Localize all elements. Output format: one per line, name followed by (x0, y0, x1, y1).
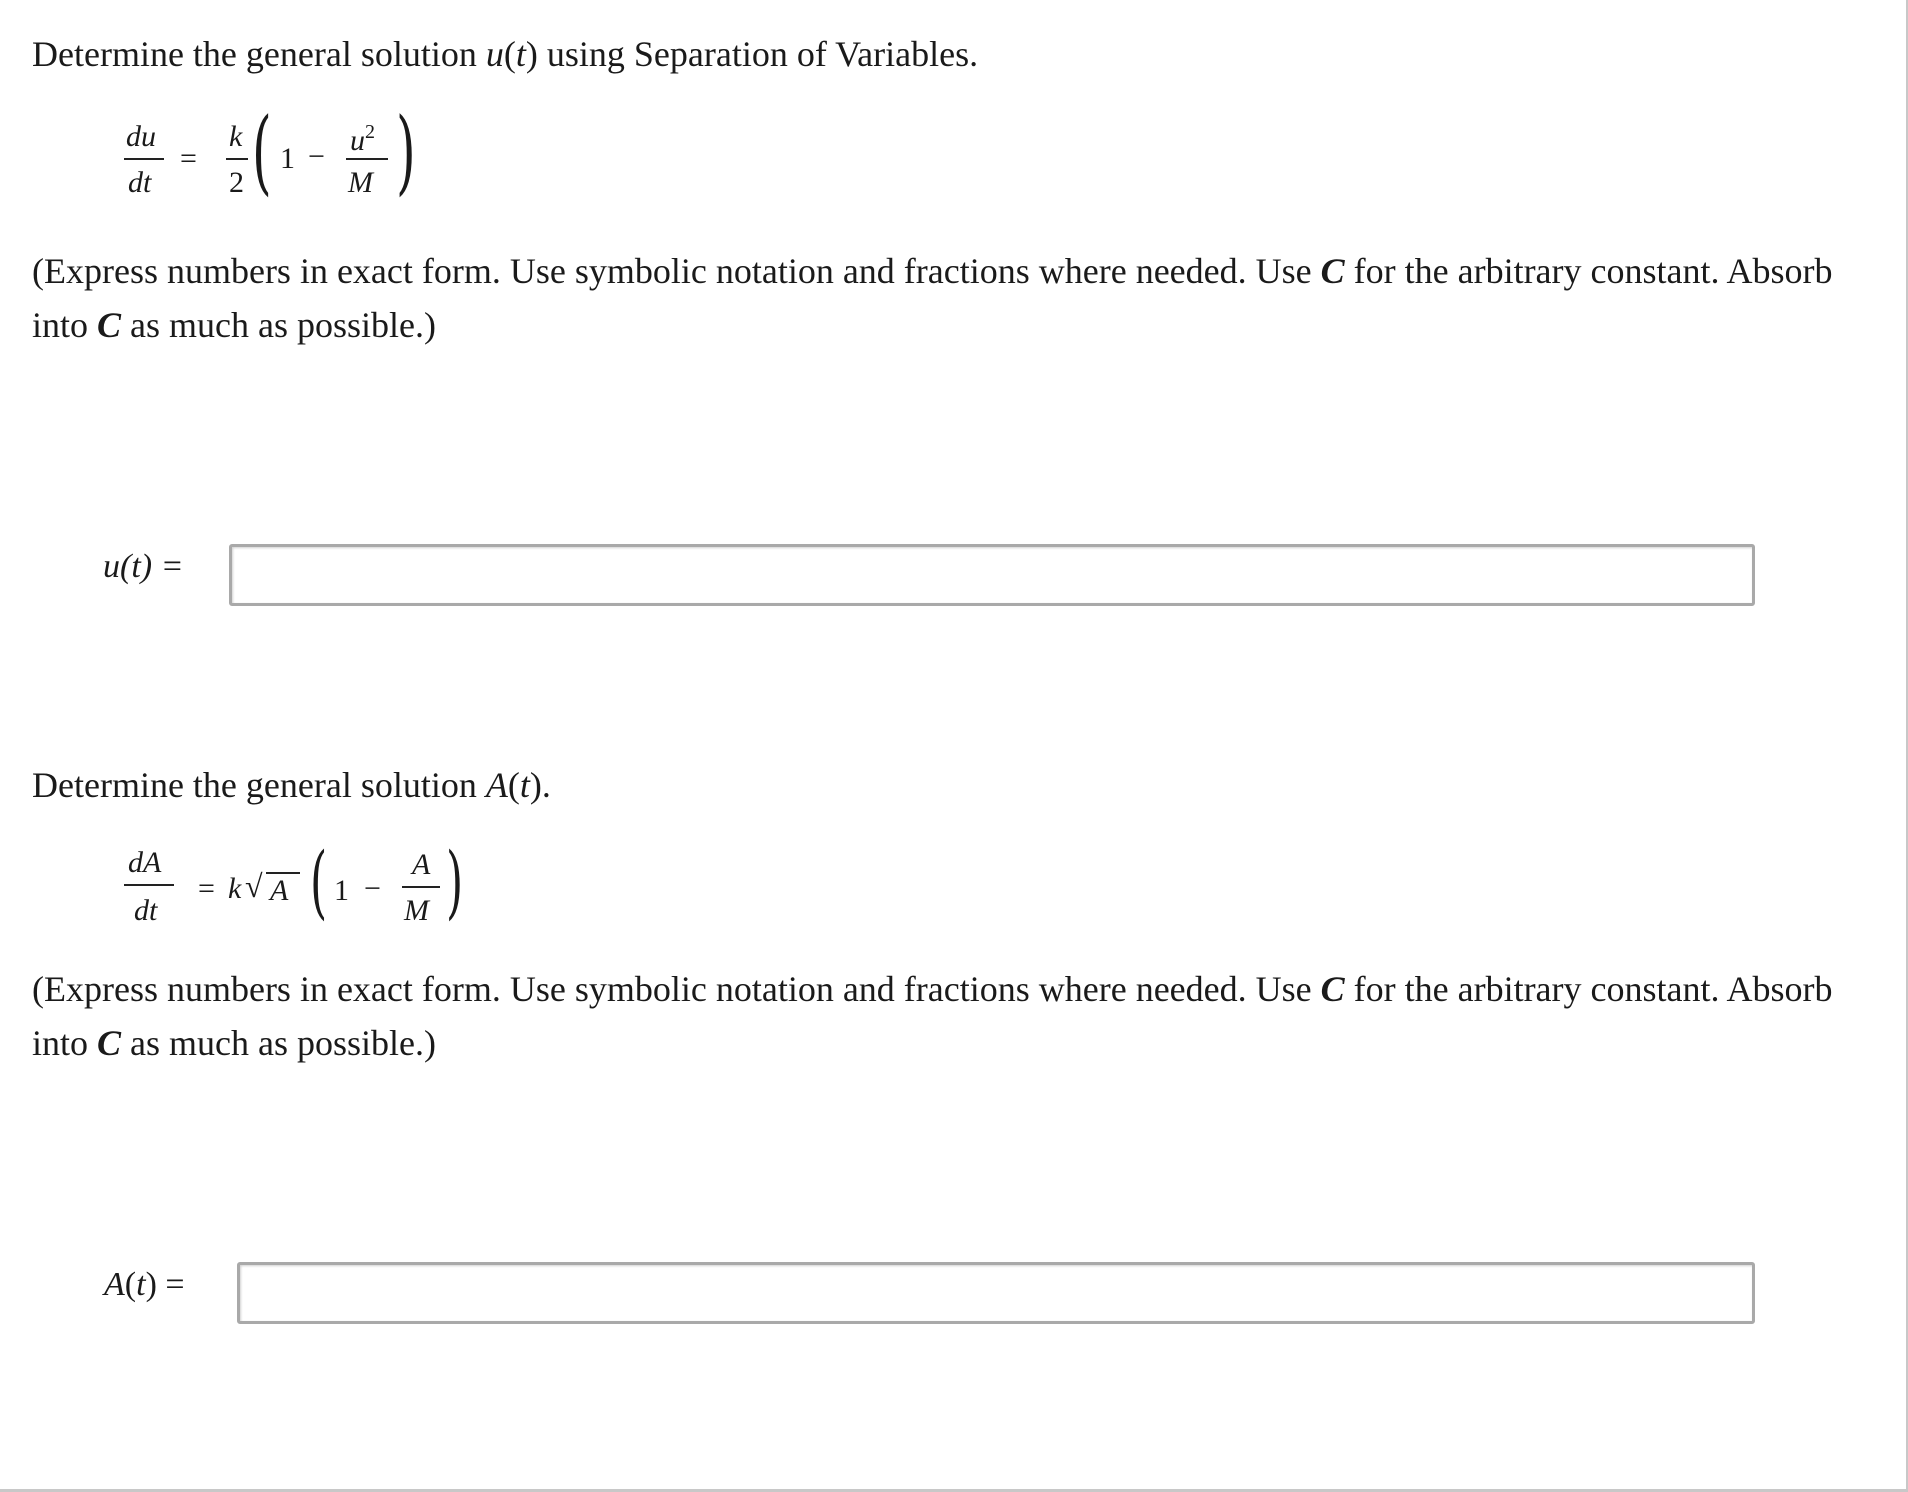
eq2-right-paren: ) (446, 835, 464, 928)
question-1-prompt: Determine the general solution u(t) using Separation of Variables. (32, 34, 979, 74)
eq1-fraction-denominator: M (348, 166, 373, 199)
a-answer-input[interactable] (237, 1262, 1755, 1324)
eq2-radical-sign: √ (245, 868, 263, 904)
eq2-lhs-fraction-bar (124, 884, 174, 886)
question-2-equation (0, 820, 600, 960)
eq1-minus: − (308, 140, 325, 173)
eq1-equals-sign: = (180, 142, 197, 175)
eq1-lhs-numerator: du (126, 120, 156, 153)
eq1-lhs-denominator: dt (128, 166, 152, 199)
eq2-minus: − (364, 872, 381, 905)
question-1-equation (0, 0, 600, 220)
question-1-instructions: (Express numbers in exact form. Use symbolic notation and fractions where needed. Use C for the arbitrary constant. Absorb into C as much as possible.) (32, 251, 1833, 345)
eq2-fraction-numerator: A (412, 848, 431, 881)
eq2-inner-fraction-bar (402, 886, 440, 888)
eq1-lhs-fraction-bar (124, 158, 164, 160)
eq1-coefficient-fraction-bar (226, 158, 248, 160)
eq1-fraction-numerator: $u^2$ (350, 121, 375, 157)
u-answer-input[interactable] (229, 544, 1755, 606)
eq1-inner-fraction-bar (346, 158, 388, 160)
eq1-right-paren: ) (396, 98, 416, 205)
a-answer-label: A(t) = (104, 1266, 185, 1303)
eq1-left-paren: ( (252, 98, 272, 205)
eq2-left-paren: ( (310, 835, 328, 928)
question-2-prompt: Determine the general solution A(t). (32, 765, 551, 805)
u-answer-label: u(t) = (103, 548, 184, 585)
eq2-fraction-denominator: M (404, 894, 429, 927)
eq1-one: 1 (280, 142, 295, 175)
eq2-lhs-numerator: dA (128, 846, 162, 879)
eq2-radicand: A (270, 874, 289, 907)
eq1-coefficient-numerator: k (229, 120, 243, 153)
eq1-coefficient-denominator: 2 (229, 166, 244, 199)
question-2-instructions: (Express numbers in exact form. Use symbolic notation and fractions where needed. Use C for the arbitrary constant. Absorb into C as much as possible.) (32, 969, 1833, 1063)
eq2-one: 1 (334, 874, 349, 907)
eq2-equals-sign: = (198, 872, 215, 905)
eq2-lhs-denominator: dt (134, 894, 158, 927)
eq2-coefficient: k (228, 872, 242, 905)
